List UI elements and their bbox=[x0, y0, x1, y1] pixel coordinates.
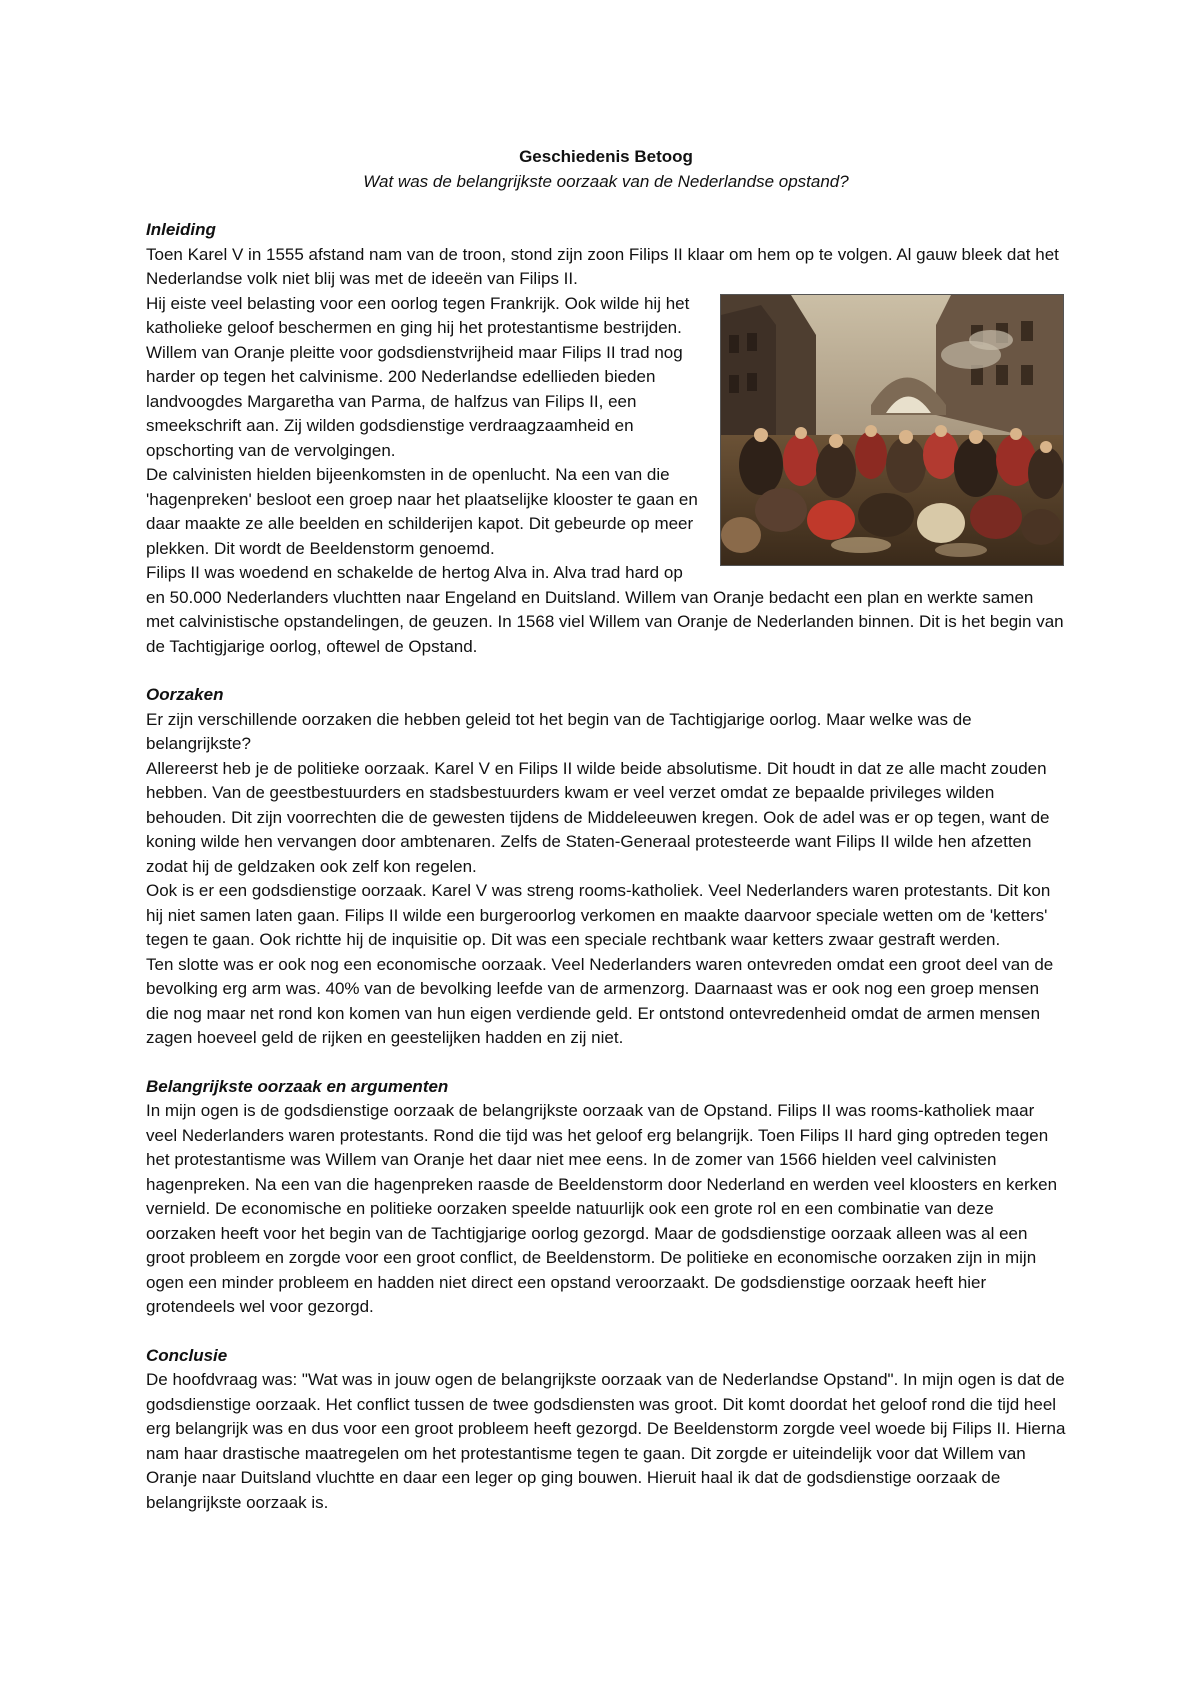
paragraph: Ook is er een godsdienstige oorzaak. Karel V was streng rooms-katholiek. Veel Nederlanders waren protestants. Dit kon hij niet samen laten gaan. Filips II wilde een burgeroorlog verkomen en maakte daarvoor speciale wetten om de 'ketters' tegen te gaan. Ook richtte hij de inquisitie op. Dit was een speciale rechtbank waar ketters zwaar gestraft werden. bbox=[146, 881, 1051, 949]
document-page bbox=[146, 145, 1066, 1539]
section-inleiding bbox=[146, 218, 1066, 659]
paragraph: Ten slotte was er ook nog een economische oorzaak. Veel Nederlanders waren ontevreden omdat een groot deel van de bevolking erg arm was. 40% van de bevolking leefde van de armenzorg. Daarnaast was er ook nog een groep mensen die nog maar net rond kon komen van hun eigen verdiende geld. Er ontstond ontevredenheid omdat de armen mensen zagen hoeveel geld de rijken en geestelijken hadden en zij niet. bbox=[146, 954, 1054, 1047]
painting-beeldenstorm-image bbox=[720, 294, 1064, 566]
painting-illustration bbox=[721, 295, 1063, 565]
section-argumenten bbox=[146, 1075, 1066, 1320]
paragraph: Allereerst heb je de politieke oorzaak. Karel V en Filips II wilde beide absolutisme. Dit houdt in dat ze alle macht zouden hebben. Van de geestbestuurders en stadsbestuurders kwam er veel verzet omdat ze bepaalde privileges wilden behouden. Dit zijn voorrechten die de gewesten tijdens de Middeleeuwen kregen. Ook de adel was er op tegen, want de koning wilde hen vervangen door ambtenaren. Zelfs de Staten-Generaal protesteerde want Filips II wilde hen afzetten zodat hij de geldzaken ook zelf kon regelen. bbox=[146, 758, 1050, 876]
paragraph: Hij eiste veel belasting voor een oorlog tegen Frankrijk. Ook wilde hij het katholieke geloof beschermen en ging hij het protestantisme bestrijden. Willem van Oranje pleitte voor godsdienstvrijheid maar Filips II trad nog harder op tegen het calvinisme. 200 Nederlandse edellieden bieden landvoogdes Margaretha van Parma, de halfzus van Filips II, een smeekschrift aan. Zij wilden godsdienstige verdraagzaamheid en opschorting van de vervolgingen. bbox=[146, 293, 690, 460]
section-heading-inleiding: Inleiding bbox=[146, 220, 216, 239]
document-subtitle: Wat was de belangrijkste oorzaak van de Nederlandse opstand? bbox=[363, 171, 849, 191]
paragraph: Toen Karel V in 1555 afstand nam van de troon, stond zijn zoon Filips II klaar om hem op te volgen. Al gauw bleek dat het Nederlandse volk niet blij was met de ideeën van Filips II. bbox=[146, 244, 1059, 288]
section-heading-conclusie: Conclusie bbox=[146, 1345, 228, 1365]
paragraph: De calvinisten hielden bijeenkomsten in de openlucht. Na een van die 'hagenpreken' besloot een groep naar het plaatselijke klooster te gaan en daar maakte ze alle beelden en schilderijen kapot. Dit gebeurde op meer plekken. Dit wordt de Beeldenstorm genoemd. bbox=[146, 465, 698, 558]
paragraph: Filips II was woedend en schakelde de hertog Alva in. Alva trad hard op en 50.000 Nederlanders vluchtten naar Engeland en Duitsland. Willem van Oranje bedacht een plan en werkte samen met calvinistische opstandelingen, de geuzen. In 1568 viel Willem van Oranje de Nederlanden binnen. Dit is het begin van de Tachtigjarige oorlog, oftewel de Opstand. bbox=[146, 563, 1064, 656]
document-header bbox=[146, 145, 1066, 194]
document-title: Geschiedenis Betoog bbox=[519, 147, 693, 166]
section-heading-argumenten: Belangrijkste oorzaak en argumenten bbox=[146, 1076, 449, 1096]
section-oorzaken bbox=[146, 683, 1066, 1051]
section-conclusie bbox=[146, 1344, 1066, 1516]
paragraph: Er zijn verschillende oorzaken die hebben geleid tot het begin van de Tachtigjarige oorlog. Maar welke was de belangrijkste? bbox=[146, 709, 972, 753]
section-heading-oorzaken: Oorzaken bbox=[146, 685, 224, 704]
paragraph: De hoofdvraag was: "Wat was in jouw ogen de belangrijkste oorzaak van de Nederlandse Opstand". In mijn ogen is dat de godsdienstige oorzaak. Het conflict tussen de twee godsdiensten was groot. Dit komt doordat het geloof rond die tijd heel erg belangrijk was en dus voor een groot probleem heeft gezorgd. De Beeldenstorm zorgde veel woede bij Filips II. Hierna nam haar drastische maatregelen om het protestantisme tegen te gaan. Dit zorgde er uiteindelijk voor dat Willem van Oranje naar Duitsland vluchtte en daar een leger op ging bouwen. Hieruit haal ik dat de godsdienstige oorzaak de belangrijkste oorzaak is. bbox=[146, 1370, 1066, 1512]
paragraph: In mijn ogen is de godsdienstige oorzaak de belangrijkste oorzaak van de Opstand. Filips II was rooms-katholiek maar veel Nederlanders waren protestants. Rond die tijd was het geloof erg belangrijk. Toen Filips II hard ging optreden tegen het protestantisme was Willem van Oranje het daar niet mee eens. In de zomer van 1566 hielden veel calvinisten hagenpreken. Na een van die hagenpreken raasde de Beeldenstorm door Nederland en werden veel kloosters en kerken vernield. De economische en politieke oorzaken speelde natuurlijk ook een grote rol en een combinatie van deze oorzaken heeft voor het begin van de Tachtigjarige oorlog gezorgd. Maar de godsdienstige oorzaak alleen was al een groot probleem en zorgde voor een groot conflict, de Beeldenstorm. De politieke en economische oorzaken zijn in mijn ogen een minder probleem en hadden niet direct een opstand veroorzaakt. De godsdienstige oorzaak heeft hier grotendeels wel voor gezorgd. bbox=[146, 1101, 1058, 1316]
